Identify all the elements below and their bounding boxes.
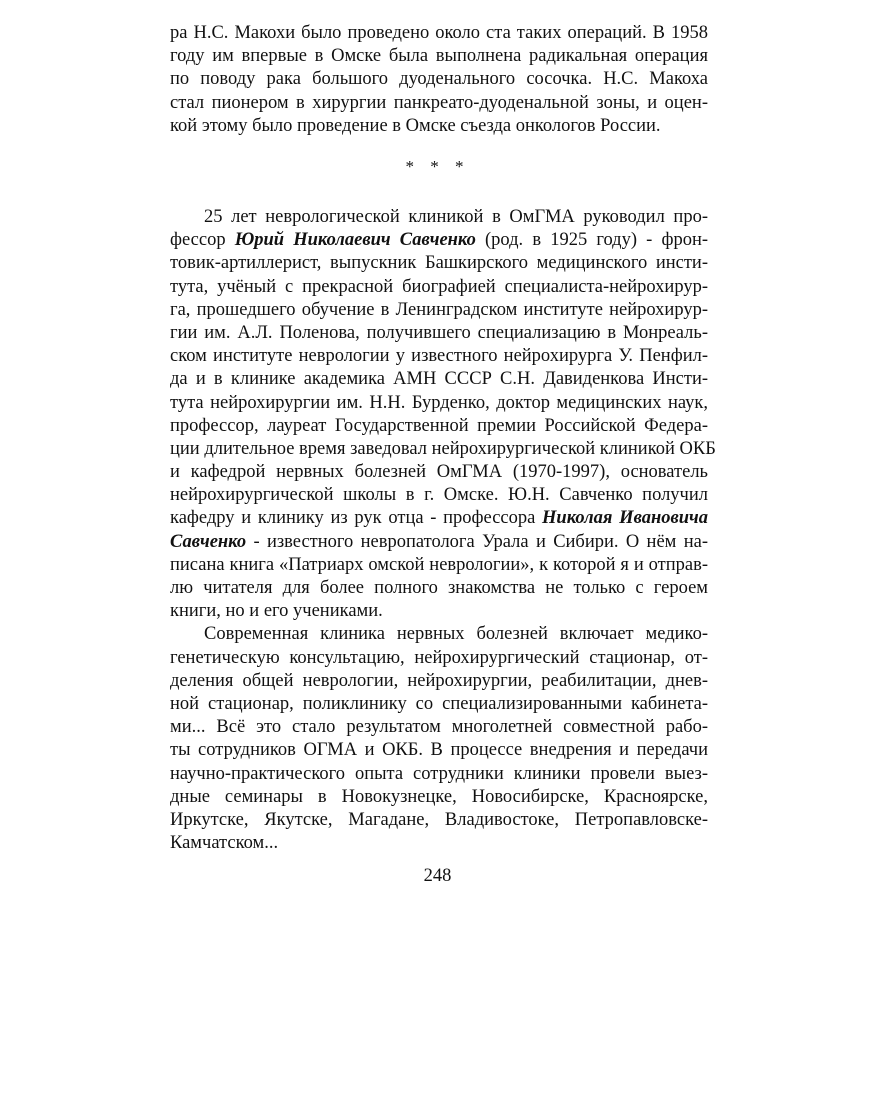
- text-line: гии им. А.Л. Поленова, получившего специализацию в Монреаль-: [170, 322, 708, 343]
- text-line: году им впервые в Омске была выполнена радикальная операция: [170, 46, 708, 67]
- text-line: и кафедрой нервных болезней ОмГМА (1970-1997), основатель: [170, 462, 708, 483]
- text-line: ты сотрудников ОГМА и ОКБ. В процессе внедрения и передачи: [170, 740, 708, 761]
- text-line: ском институте неврологии у известного нейрохирурга У. Пенфил-: [170, 346, 708, 367]
- text-line: тута, учёный с прекрасной биографией специалиста-нейрохирур-: [170, 276, 708, 297]
- text-run: фессор: [170, 230, 235, 251]
- text-line: ми... Всё это стало результатом многолетней совместной рабо-: [170, 717, 708, 738]
- text-line: Иркутске, Якутске, Магадане, Владивостоке, Петропавловске-: [170, 809, 708, 830]
- text-line: ции длительное время заведовал нейрохирургической клиникой ОКБ: [170, 438, 716, 459]
- text-line: Современная клиника нервных болезней включает медико-: [204, 624, 708, 645]
- section-separator: * * *: [405, 157, 470, 176]
- person-name: Николая Ивановича: [542, 508, 708, 529]
- text-line: [170, 531, 708, 554]
- text-line: тута нейрохирургии им. Н.Н. Бурденко, доктор медицинских наук,: [170, 392, 708, 413]
- text-line: дные семинары в Новокузнецке, Новосибирске, Красноярске,: [170, 786, 708, 807]
- text-line: стал пионером в хирургии панкреато-дуоденальной зоны, и оцен-: [170, 92, 708, 113]
- text-run: (род. в 1925 году) - фрон-: [475, 230, 709, 251]
- text-run: - известного невропатолога Урала и Сибири. О нём на-: [246, 531, 708, 552]
- text-line: ной стационар, поликлинику со специализированными кабинета-: [170, 693, 708, 714]
- text-line: [170, 229, 708, 252]
- text-line: генетическую консультацию, нейрохирургический стационар, от-: [170, 647, 708, 668]
- top-paragraph: [170, 22, 708, 138]
- text-line: Камчатском...: [170, 833, 279, 854]
- text-line: деления общей неврологии, нейрохирургии, реабилитации, днев-: [170, 670, 708, 691]
- text-line: научно-практического опыта сотрудники клиники провели выез-: [170, 763, 708, 784]
- person-name: Юрий Николаевич Савченко: [234, 230, 476, 251]
- text-line: профессор, лауреат Государственной премии Российской Федера-: [170, 415, 708, 436]
- text-line: [170, 507, 708, 530]
- text-line: писана книга «Патриарх омской неврологии», к которой я и отправ-: [170, 554, 708, 575]
- text-line: ра Н.С. Макохи было проведено около ста таких операций. В 1958: [170, 23, 708, 43]
- text-line: кой этому было проведение в Омске съезда онкологов России.: [170, 115, 661, 136]
- text-line: нейрохирургической школы в г. Омске. Ю.Н. Савченко получил: [170, 485, 708, 506]
- text-line: товик-артиллерист, выпускник Башкирского медицинского инсти-: [170, 253, 708, 274]
- person-name: Савченко: [170, 531, 247, 552]
- text-line: лю читателя для более полного знакомства не только с героем: [170, 578, 708, 598]
- text-line: книги, но и его учениками.: [170, 601, 383, 622]
- text-line: 25 лет неврологической клиникой в ОмГМА руководил про-: [204, 207, 708, 227]
- text-run: кафедру и клинику из рук отца - профессора: [170, 508, 543, 529]
- page-number: 248: [423, 866, 452, 886]
- text-line: да и в клинике академика АМН СССР С.Н. Давиденкова Инсти-: [170, 369, 708, 390]
- text-line: га, прошедшего обучение в Ленинградском институте нейрохирур-: [170, 299, 708, 320]
- text-line: по поводу рака большого дуоденального сосочка. Н.С. Макоха: [170, 69, 708, 90]
- main-text: [170, 206, 716, 855]
